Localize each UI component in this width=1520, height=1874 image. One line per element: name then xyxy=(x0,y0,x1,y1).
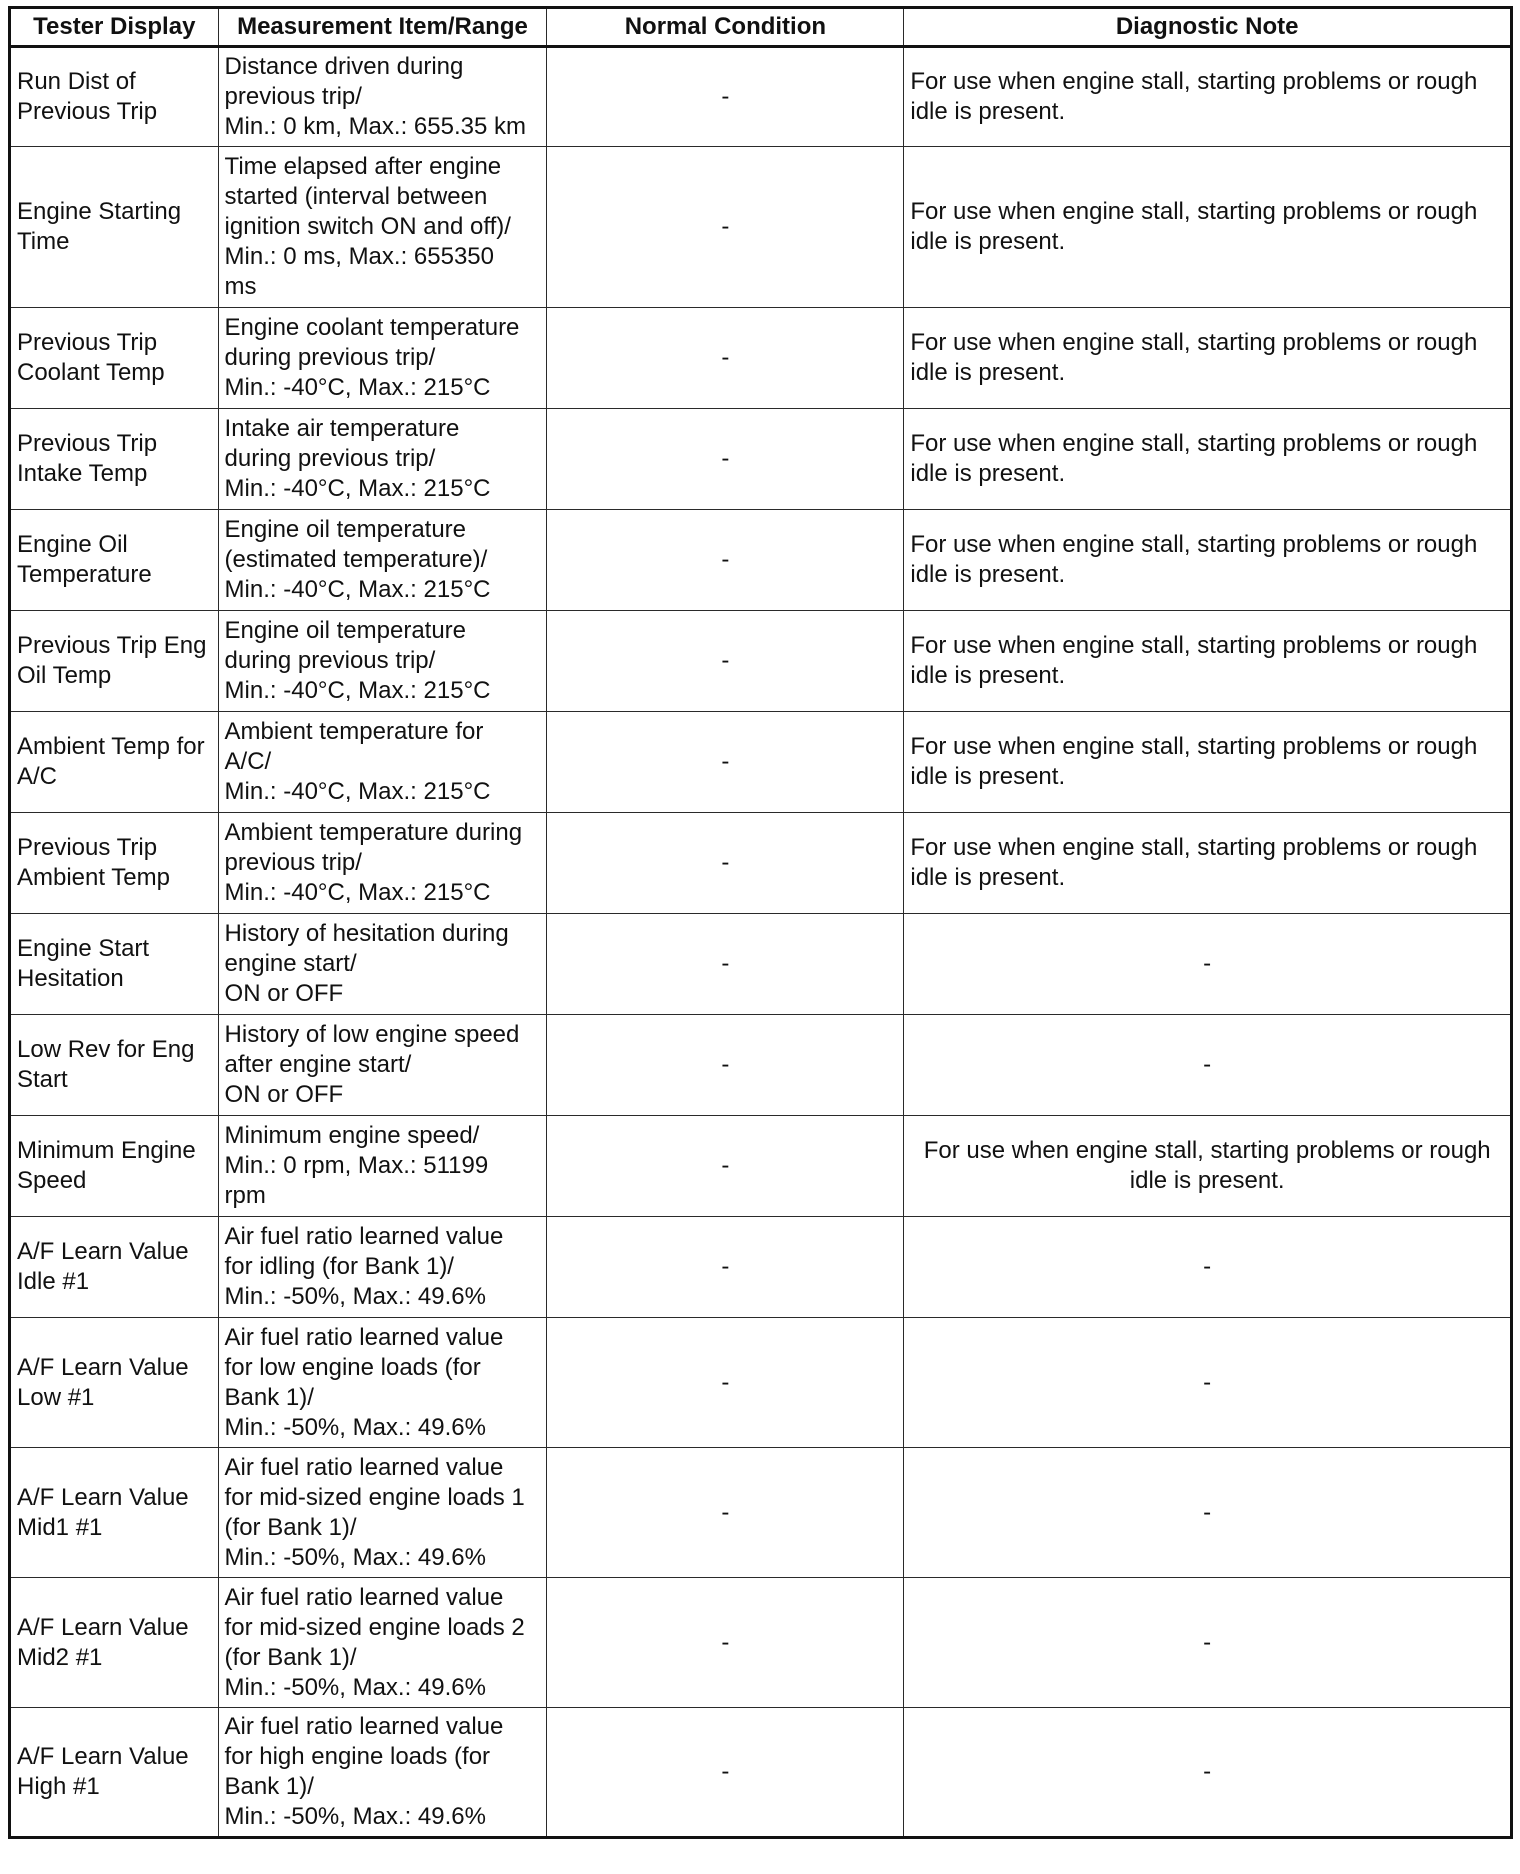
normal-condition-cell: - xyxy=(547,712,904,813)
diagnostic-note-cell xyxy=(904,1318,1512,1448)
measurement-range-cell-line: for low engine loads (for xyxy=(224,1353,481,1381)
tester-display-cell-line: Engine Starting xyxy=(17,198,182,225)
normal-condition-cell: - xyxy=(547,813,904,914)
measurement-range-cell-line: Min.: 0 rpm, Max.: 51199 xyxy=(224,1152,489,1179)
measurement-range-cell-line: Min.: -40°C, Max.: 215°C xyxy=(224,879,491,906)
tester-display-cell-line: A/F Learn Value xyxy=(17,1483,189,1511)
tester-display-cell-line: Run Dist of xyxy=(17,68,136,95)
normal-condition-cell: - xyxy=(547,1318,904,1448)
measurement-range-cell-line: engine start/ xyxy=(224,950,357,977)
measurement-range-cell-line: Ambient temperature for xyxy=(224,718,484,745)
diagnostic-note-cell xyxy=(904,1015,1512,1116)
header-tester-display: Tester Display xyxy=(10,8,219,47)
measurement-range-cell-line: Air fuel ratio learned value xyxy=(224,1583,504,1611)
tester-display-cell-line: Mid2 #1 xyxy=(17,1643,103,1671)
normal-condition-cell: - xyxy=(547,1708,904,1838)
tester-display-cell-line: Hesitation xyxy=(17,965,124,992)
normal-condition-cell: - xyxy=(547,47,904,147)
diagnostic-note-cell-line: For use when engine stall, starting problems or rough xyxy=(910,329,1478,356)
measurement-range-cell xyxy=(218,1116,547,1217)
diagnostic-note-cell-line: For use when engine stall, starting problems or rough xyxy=(923,1137,1491,1164)
tester-display-cell-line: Temperature xyxy=(17,561,152,588)
diagnostic-note-cell xyxy=(904,47,1512,147)
measurement-range-cell xyxy=(218,47,547,147)
measurement-range-cell-line: Min.: 0 km, Max.: 655.35 km xyxy=(224,113,526,140)
tester-display-cell-line: A/F Learn Value xyxy=(17,1743,189,1770)
table-row xyxy=(10,409,1512,510)
measurement-range-cell-line: (for Bank 1)/ xyxy=(224,1513,357,1541)
measurement-range-cell-line: during previous trip/ xyxy=(224,647,436,674)
measurement-range-cell-line: Min.: -50%, Max.: 49.6% xyxy=(224,1803,486,1830)
tester-display-cell xyxy=(10,813,219,914)
measurement-range-cell-line: Engine oil temperature xyxy=(224,617,467,644)
measurement-range-cell-line: Bank 1)/ xyxy=(224,1773,314,1800)
measurement-range-cell xyxy=(218,308,547,409)
header-normal-condition: Normal Condition xyxy=(547,8,904,47)
measurement-range-cell-line: Bank 1)/ xyxy=(224,1383,314,1411)
tester-display-cell xyxy=(10,1015,219,1116)
measurement-range-cell-line: Minimum engine speed/ xyxy=(224,1122,480,1149)
diagnostic-note-cell-line: idle is present. xyxy=(910,228,1066,255)
measurement-range-cell-line: ON or OFF xyxy=(224,1081,344,1108)
measurement-range-cell-line: for mid-sized engine loads 2 xyxy=(224,1613,525,1641)
table-row xyxy=(10,1116,1512,1217)
diagnostic-note-cell-line: idle is present. xyxy=(910,662,1066,689)
diagnostic-note-cell-line: - xyxy=(1203,1498,1212,1526)
tester-display-cell-line: Mid1 #1 xyxy=(17,1513,103,1541)
diagnostic-note-cell xyxy=(904,147,1512,308)
tester-display-cell-line: High #1 xyxy=(17,1773,100,1800)
table-row xyxy=(10,1578,1512,1708)
table-header-row xyxy=(10,8,1512,47)
measurement-range-cell-line: Air fuel ratio learned value xyxy=(224,1323,504,1351)
normal-condition-cell: - xyxy=(547,308,904,409)
measurement-range-cell-line: Min.: -40°C, Max.: 215°C xyxy=(224,576,491,603)
tester-display-cell xyxy=(10,1116,219,1217)
measurement-range-cell-line: A/C/ xyxy=(224,748,272,775)
normal-condition-cell: - xyxy=(547,1015,904,1116)
tester-display-cell xyxy=(10,147,219,308)
tester-display-cell xyxy=(10,1448,219,1578)
tester-display-cell-line: Low #1 xyxy=(17,1383,95,1411)
tester-display-cell-line: Minimum Engine xyxy=(17,1137,196,1164)
tester-display-cell-line: Coolant Temp xyxy=(17,359,165,386)
measurement-range-cell-line: Min.: 0 ms, Max.: 655350 xyxy=(224,243,494,270)
measurement-range-cell xyxy=(218,147,547,308)
diagnostic-note-cell-line: idle is present. xyxy=(910,460,1066,487)
diagnostic-note-cell-line: - xyxy=(1203,950,1212,977)
measurement-range-cell-line: Time elapsed after engine xyxy=(224,153,502,180)
diagnostic-note-cell-line: For use when engine stall, starting problems or rough xyxy=(910,834,1478,861)
measurement-range-cell xyxy=(218,1448,547,1578)
table-body xyxy=(10,47,1512,1838)
normal-condition-cell: - xyxy=(547,611,904,712)
tester-display-cell xyxy=(10,308,219,409)
diagnostic-note-cell-line: - xyxy=(1203,1758,1212,1785)
tester-display-cell-line: A/F Learn Value xyxy=(17,1353,189,1381)
tester-display-cell xyxy=(10,1708,219,1838)
measurement-range-cell-line: (for Bank 1)/ xyxy=(224,1643,357,1671)
tester-display-cell xyxy=(10,47,219,147)
diagnostic-note-cell-line: idle is present. xyxy=(910,98,1066,125)
tester-display-cell xyxy=(10,1578,219,1708)
measurement-range-cell-line: ON or OFF xyxy=(224,980,344,1007)
data-list-table xyxy=(8,6,1513,1839)
table-row xyxy=(10,712,1512,813)
measurement-range-cell xyxy=(218,1708,547,1838)
tester-display-cell-line: Previous Trip Eng xyxy=(17,632,207,659)
measurement-range-cell-line: Min.: -40°C, Max.: 215°C xyxy=(224,374,491,401)
diagnostic-note-cell xyxy=(904,712,1512,813)
table-row xyxy=(10,1217,1512,1318)
tester-display-cell-line: Ambient Temp for xyxy=(17,733,205,760)
measurement-range-cell-line: rpm xyxy=(224,1182,266,1209)
measurement-range-cell-line: Min.: -50%, Max.: 49.6% xyxy=(224,1283,486,1310)
diagnostic-note-cell-line: For use when engine stall, starting problems or rough xyxy=(910,198,1478,225)
tester-display-cell-line: A/F Learn Value xyxy=(17,1238,189,1265)
diagnostic-note-cell-line: For use when engine stall, starting problems or rough xyxy=(910,733,1478,760)
normal-condition-cell: - xyxy=(547,1448,904,1578)
diagnostic-note-cell-line: - xyxy=(1203,1628,1212,1656)
normal-condition-cell: - xyxy=(547,1217,904,1318)
header-measurement-item: Measurement Item/Range xyxy=(218,8,547,47)
measurement-range-cell xyxy=(218,611,547,712)
measurement-range-cell-line: Min.: -50%, Max.: 49.6% xyxy=(224,1413,486,1441)
diagnostic-note-cell xyxy=(904,1578,1512,1708)
diagnostic-note-cell xyxy=(904,1708,1512,1838)
measurement-range-cell xyxy=(218,510,547,611)
measurement-range-cell-line: Engine oil temperature xyxy=(224,516,467,543)
tester-display-cell xyxy=(10,1318,219,1448)
measurement-range-cell xyxy=(218,409,547,510)
measurement-range-cell-line: Engine coolant temperature xyxy=(224,314,520,341)
tester-display-cell-line: Idle #1 xyxy=(17,1268,90,1295)
table-row xyxy=(10,308,1512,409)
tester-display-cell xyxy=(10,510,219,611)
diagnostic-note-cell-line: idle is present. xyxy=(910,864,1066,891)
tester-display-cell xyxy=(10,611,219,712)
measurement-range-cell-line: Ambient temperature during xyxy=(224,819,523,846)
diagnostic-note-cell xyxy=(904,1217,1512,1318)
measurement-range-cell-line: History of hesitation during xyxy=(224,920,509,947)
measurement-range-cell-line: Min.: -40°C, Max.: 215°C xyxy=(224,475,491,502)
diagnostic-note-cell-line: - xyxy=(1203,1051,1212,1078)
table-row xyxy=(10,1708,1512,1838)
table-row xyxy=(10,510,1512,611)
measurement-range-cell xyxy=(218,1015,547,1116)
diagnostic-note-cell xyxy=(904,308,1512,409)
normal-condition-cell: - xyxy=(547,147,904,308)
table-row xyxy=(10,1318,1512,1448)
tester-display-cell-line: Ambient Temp xyxy=(17,864,170,891)
measurement-range-cell-line: Min.: -50%, Max.: 49.6% xyxy=(224,1673,486,1701)
diagnostic-note-cell-line: idle is present. xyxy=(910,561,1066,588)
measurement-range-cell-line: started (interval between xyxy=(224,183,488,210)
diagnostic-note-cell xyxy=(904,1448,1512,1578)
measurement-range-cell-line: Min.: -40°C, Max.: 215°C xyxy=(224,778,491,805)
measurement-range-cell-line: ms xyxy=(224,273,257,300)
tester-display-cell xyxy=(10,1217,219,1318)
diagnostic-note-cell-line: For use when engine stall, starting problems or rough xyxy=(910,68,1478,95)
diagnostic-note-cell-line: For use when engine stall, starting problems or rough xyxy=(910,430,1478,457)
tester-display-cell-line: Time xyxy=(17,228,70,255)
tester-display-cell-line: Intake Temp xyxy=(17,460,148,487)
measurement-range-cell-line: (estimated temperature)/ xyxy=(224,546,488,573)
measurement-range-cell-line: during previous trip/ xyxy=(224,445,436,472)
measurement-range-cell-line: History of low engine speed xyxy=(224,1021,520,1048)
diagnostic-note-cell-line: For use when engine stall, starting problems or rough xyxy=(910,531,1478,558)
diagnostic-note-cell xyxy=(904,409,1512,510)
tester-display-cell xyxy=(10,409,219,510)
normal-condition-cell: - xyxy=(547,1116,904,1217)
normal-condition-cell: - xyxy=(547,914,904,1015)
measurement-range-cell-line: for high engine loads (for xyxy=(224,1743,491,1770)
measurement-range-cell xyxy=(218,914,547,1015)
table-row xyxy=(10,47,1512,147)
tester-display-cell-line: Speed xyxy=(17,1167,87,1194)
diagnostic-note-cell-line: For use when engine stall, starting problems or rough xyxy=(910,632,1478,659)
measurement-range-cell-line: after engine start/ xyxy=(224,1051,412,1078)
measurement-range-cell-line: previous trip/ xyxy=(224,83,362,110)
table-row xyxy=(10,611,1512,712)
tester-display-cell-line: Low Rev for Eng xyxy=(17,1036,195,1063)
measurement-range-cell-line: for mid-sized engine loads 1 xyxy=(224,1483,525,1511)
measurement-range-cell xyxy=(218,1217,547,1318)
tester-display-cell-line: Engine Start xyxy=(17,935,150,962)
diagnostic-note-cell-line: idle is present. xyxy=(910,763,1066,790)
table-row xyxy=(10,1015,1512,1116)
tester-display-cell-line: Previous Trip xyxy=(17,98,158,125)
measurement-range-cell xyxy=(218,813,547,914)
tester-display-cell-line: Previous Trip xyxy=(17,834,158,861)
normal-condition-cell: - xyxy=(547,1578,904,1708)
header-diagnostic-note: Diagnostic Note xyxy=(904,8,1512,47)
measurement-range-cell xyxy=(218,712,547,813)
measurement-range-cell-line: Min.: -50%, Max.: 49.6% xyxy=(224,1543,486,1571)
diagnostic-note-cell-line: - xyxy=(1203,1368,1212,1396)
normal-condition-cell: - xyxy=(547,409,904,510)
tester-display-cell-line: Oil Temp xyxy=(17,662,112,689)
tester-display-cell-line: A/F Learn Value xyxy=(17,1613,189,1641)
diagnostic-note-cell xyxy=(904,914,1512,1015)
table-row xyxy=(10,147,1512,308)
measurement-range-cell-line: during previous trip/ xyxy=(224,344,436,371)
measurement-range-cell-line: Air fuel ratio learned value xyxy=(224,1453,504,1481)
measurement-range-cell-line: Air fuel ratio learned value xyxy=(224,1223,504,1250)
normal-condition-cell: - xyxy=(547,510,904,611)
tester-display-cell xyxy=(10,712,219,813)
table-row xyxy=(10,1448,1512,1578)
measurement-range-cell xyxy=(218,1578,547,1708)
measurement-range-cell-line: Min.: -40°C, Max.: 215°C xyxy=(224,677,491,704)
table-row xyxy=(10,813,1512,914)
tester-display-cell-line: Start xyxy=(17,1066,68,1093)
tester-display-cell-line: A/C xyxy=(17,763,58,790)
measurement-range-cell-line: Intake air temperature xyxy=(224,415,460,442)
measurement-range-cell-line: previous trip/ xyxy=(224,849,362,876)
measurement-range-cell xyxy=(218,1318,547,1448)
measurement-range-cell-line: ignition switch ON and off)/ xyxy=(224,213,511,240)
tester-display-cell-line: Previous Trip xyxy=(17,329,158,356)
measurement-range-cell-line: Air fuel ratio learned value xyxy=(224,1713,504,1740)
measurement-range-cell-line: Distance driven during xyxy=(224,53,464,80)
tester-display-cell xyxy=(10,914,219,1015)
diagnostic-note-cell-line: idle is present. xyxy=(1129,1167,1285,1194)
diagnostic-note-cell xyxy=(904,611,1512,712)
diagnostic-note-cell-line: - xyxy=(1203,1253,1212,1280)
tester-display-cell-line: Previous Trip xyxy=(17,430,158,457)
measurement-range-cell-line: for idling (for Bank 1)/ xyxy=(224,1253,454,1280)
diagnostic-note-cell xyxy=(904,510,1512,611)
diagnostic-note-cell xyxy=(904,813,1512,914)
diagnostic-note-cell-line: idle is present. xyxy=(910,359,1066,386)
table-row xyxy=(10,914,1512,1015)
tester-display-cell-line: Engine Oil xyxy=(17,531,128,558)
diagnostic-note-cell xyxy=(904,1116,1512,1217)
